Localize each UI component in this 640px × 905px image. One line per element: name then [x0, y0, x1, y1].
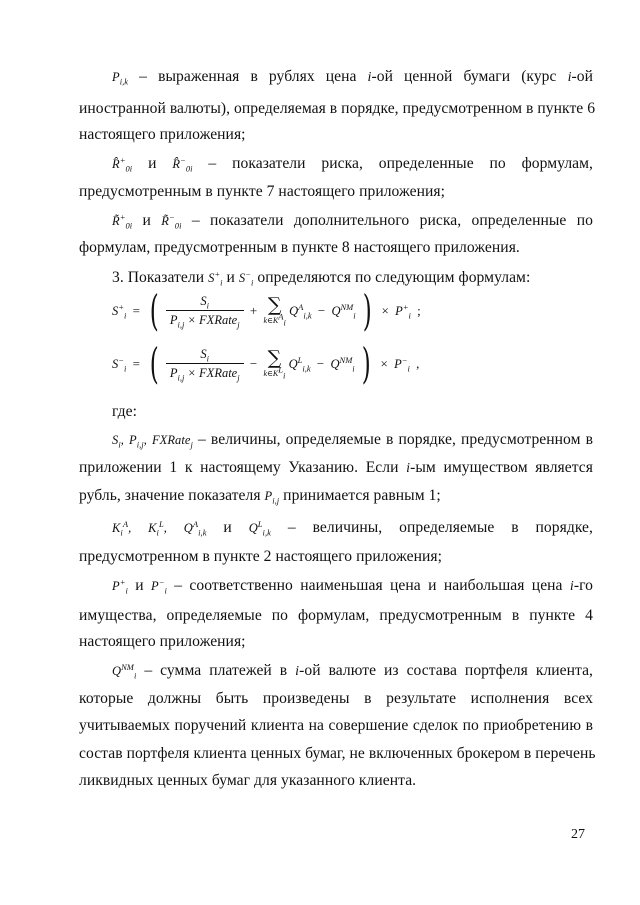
- p7-line-2: имущества, определяемые по формулам, предусмотренным в пункте 4: [79, 607, 593, 624]
- op-plus: +: [249, 303, 258, 318]
- symbol-p-minus: $P^-_i$: [151, 576, 167, 596]
- formula-lhs: $S^+_i$: [112, 301, 127, 320]
- p1-line-1: [112, 67, 593, 88]
- p1-line-2: иностранной валюты), определяемая в порядке, предусмотренном в пункте 6: [79, 100, 596, 117]
- p5-line-2: [79, 458, 593, 479]
- term-q-nm: $Q^{NM}_i$: [330, 354, 355, 373]
- p8-line-1: [112, 661, 593, 682]
- op-comma: ,: [416, 356, 420, 371]
- symbol-r-minus: $R̂^-_{0i}$: [172, 154, 193, 174]
- symbol-p-ik: $P_{i,k}$: [112, 70, 129, 87]
- fraction-numerator: $S_i$: [166, 294, 244, 311]
- p6-and: и: [223, 519, 232, 536]
- p6-line-1: [112, 518, 593, 538]
- p5-text-l2b: -ым имуществом является: [410, 459, 593, 476]
- p6-line-2: предусмотренном в пункте 2 настоящего приложения;: [79, 548, 443, 565]
- p3-line-2: формулам, предусмотренным в пункте 8 настоящего приложения.: [79, 239, 520, 256]
- p1-text-b: -ой ценной бумаги (курс: [371, 68, 557, 85]
- p8-text-a: – сумма платежей в: [144, 662, 288, 679]
- op-minus: −: [249, 356, 258, 371]
- term-q-a: $Q^A_{i,k}$: [289, 301, 312, 320]
- paren-right: ): [361, 339, 371, 388]
- p8-line-3: учитываемых поручений клиента на совершение сделок по приобретению в: [79, 717, 593, 734]
- sum-limit: $k\in K^A_i$: [263, 311, 286, 328]
- p5-text: – величины, определяемые в порядке, предусмотренном в: [197, 431, 594, 448]
- p7-line-3: настоящего приложения;: [79, 633, 246, 650]
- symbol-s-minus: $S^-_i$: [238, 268, 254, 288]
- symbol-p-ij: $P_{i,j}$,: [129, 433, 147, 450]
- symbol-k-a: $K_i^A$,: [112, 518, 132, 538]
- p5-line-1: [112, 430, 593, 450]
- p7-text-a: – соответственно наименьшая цена и наибольшая цена: [174, 577, 563, 594]
- symbol-i: i: [367, 70, 372, 85]
- p8-line-4: состав портфеля клиента ценных бумаг, не включенных брокером в перечень: [79, 745, 596, 762]
- op-semicolon: ;: [417, 303, 421, 318]
- p2-and: и: [148, 155, 157, 172]
- symbol-rt-minus: $R̃^-_{0i}$: [161, 211, 182, 231]
- p5-line-3: [79, 486, 593, 506]
- p1-text-c: -ой: [571, 68, 594, 85]
- term-p-minus: $P^-_i$: [394, 354, 410, 373]
- p4-and: и: [226, 269, 235, 286]
- term-q-nm: $Q^{NM}_i$: [331, 301, 356, 320]
- fraction-numerator: $S_i$: [166, 347, 244, 364]
- p4-text-b: определяются по следующим формулам:: [257, 269, 531, 286]
- symbol-s-plus: $S^+_i$: [208, 268, 223, 288]
- formula-lhs: $S^-_i$: [112, 354, 127, 373]
- p5-text-l3b: принимается равным 1;: [283, 487, 441, 504]
- symbol-i: i: [406, 461, 411, 476]
- fraction: [166, 347, 244, 381]
- sum-limit: $k\in K^L_i$: [263, 364, 286, 381]
- p2-text: – показатели риска, определенные по формулам,: [208, 155, 593, 172]
- paren-left: (: [149, 286, 159, 335]
- p7-text-b: -го: [573, 577, 593, 594]
- p2-line-2: предусмотренным в пункте 7 настоящего приложения;: [79, 183, 445, 200]
- op-eq: =: [132, 356, 140, 371]
- op-eq: =: [132, 303, 140, 318]
- sum: [263, 348, 285, 380]
- sum-sign: ∑: [267, 347, 282, 369]
- symbol-i: i: [569, 579, 574, 594]
- p5-text-l2: приложении 1 к настоящему Указанию. Если: [79, 459, 399, 476]
- page-number: 27: [571, 827, 585, 842]
- term-q-l: $Q^L_{i,k}$: [288, 354, 311, 373]
- p3-text: – показатели дополнительного риска, определенные по: [191, 212, 593, 229]
- formula-s-plus: [112, 286, 424, 340]
- symbol-q-l: $Q^L_{i,k}$: [248, 518, 271, 538]
- p8-line-2: которые должны быть произведены в результате исполнения всех: [79, 690, 593, 707]
- p3-line-1: [112, 211, 593, 231]
- fraction: [166, 294, 244, 328]
- symbol-r-plus: $R̂^+_{0i}$: [112, 154, 133, 174]
- p4-text-a: 3. Показатели: [112, 269, 205, 286]
- paren-right: ): [362, 286, 372, 335]
- symbol-i: i: [567, 70, 572, 85]
- p4-line-1: [112, 268, 593, 288]
- fraction-denominator: $P_{i,j}$ × FXRate$_j$: [169, 313, 240, 330]
- term-p-plus: $P^+_i$: [395, 301, 411, 320]
- symbol-k-l: $K_i^L$,: [148, 518, 167, 538]
- symbol-p-plus: $P^+_i$: [112, 576, 128, 596]
- symbol-q-nm: $Q^{NM}_i$: [112, 661, 137, 681]
- p5-text-l3a: рубль, значение показателя: [79, 487, 261, 504]
- p8-line-5: ликвидных ценных бумаг для указанного клиента.: [79, 772, 417, 789]
- p2-line-1: [112, 154, 593, 174]
- symbol-p-ij: $P_{i,j}$: [264, 489, 280, 506]
- op-times: ×: [380, 356, 388, 371]
- symbol-i: i: [295, 664, 300, 679]
- p1-text-a: – выраженная в рублях цена: [139, 68, 357, 85]
- symbol-q-a: $Q^A_{i,k}$: [183, 518, 207, 538]
- sum-sign: ∑: [267, 294, 282, 316]
- op-minus: −: [317, 303, 326, 318]
- p1-line-3: настоящего приложения;: [79, 126, 246, 143]
- formula-s-minus: [112, 339, 422, 393]
- op-minus: −: [316, 356, 325, 371]
- symbol-s-i: $S_i$,: [112, 433, 124, 450]
- op-times: ×: [381, 303, 389, 318]
- p7-line-1: [112, 576, 593, 597]
- p7-and: и: [135, 577, 144, 594]
- symbol-fxrate: FXRate$_j$: [151, 433, 193, 450]
- where-label: где:: [112, 403, 138, 420]
- p8-text-b: -ой валюте из состава портфеля клиента,: [299, 662, 594, 679]
- p6-text: – величины, определяемые в порядке,: [287, 519, 593, 536]
- paren-left: (: [149, 339, 159, 388]
- p3-and: и: [142, 212, 151, 229]
- fraction-denominator: $P_{i,j}$ × FXRate$_j$: [169, 366, 240, 383]
- symbol-rt-plus: $R̃^+_{0i}$: [112, 211, 133, 231]
- sum: [263, 295, 285, 327]
